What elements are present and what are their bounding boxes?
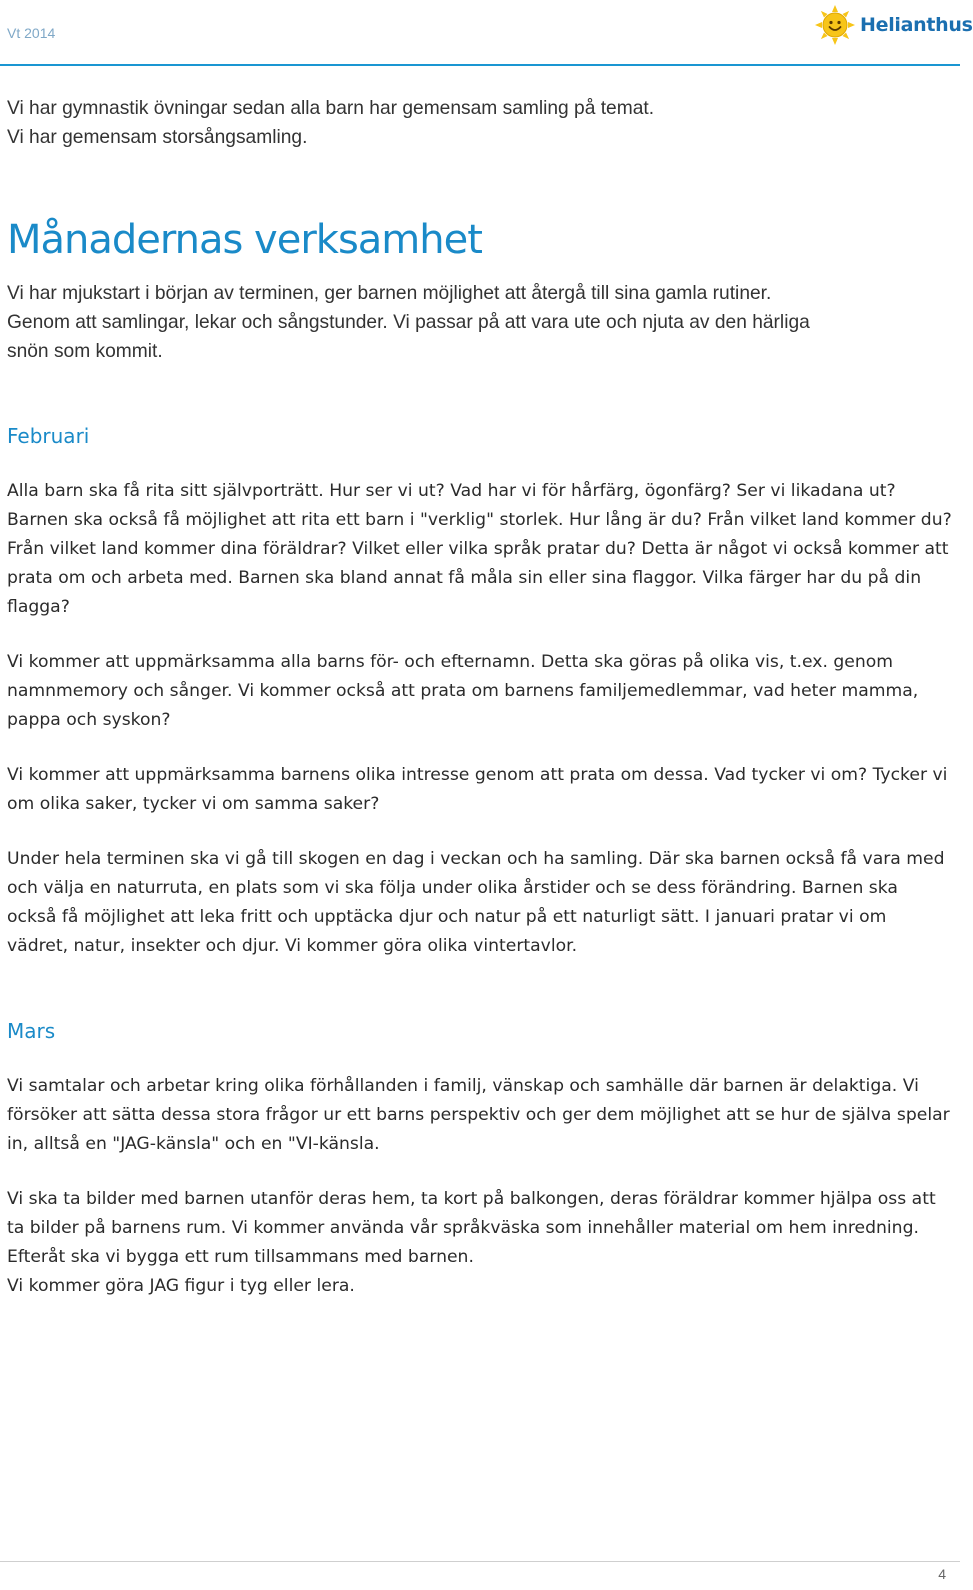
februari-paragraph-1: Alla barn ska få rita sitt självporträtt. Hur ser vi ut? Vad har vi för hårfärg, ögonfärg? Ser vi likadana ut? Barnen ska också få möjlighet att rita ett barn i "verklig" storlek. Hur lång är du? Från vilket land kommer du? Från vilket land kommer dina föräldrar? Vilket eller vilka språk pratar du? Detta är något vi också kommer att prata om och arbeta med. Barnen ska bland annat få måla sin eller sina flaggor. Vilka färger har du på din flagga?: [7, 481, 952, 617]
februari-paragraph-2: Vi kommer att uppmärksamma alla barns för- och efternamn. Detta ska göras på olika vis, t.ex. genom namnmemory och sånger. Vi kommer också att prata om barnens familjemedlemmar, vad heter mamma, pappa och syskon?: [7, 652, 919, 730]
februari-heading: Februari: [7, 424, 90, 448]
logo-text: Helianthus: [860, 14, 973, 36]
footer-divider: [0, 1561, 960, 1562]
document-body: [7, 94, 952, 1301]
section-intro-line-1: Vi har mjukstart i början av terminen, ger barnen möjlighet att återgå till sina gamla rutiner.: [7, 283, 772, 304]
intro-line-2: Vi har gemensam storsångsamling.: [7, 127, 308, 148]
page-number: 4: [938, 1566, 946, 1582]
section-title: Månadernas verksamhet: [7, 217, 482, 263]
februari-paragraph-4: Under hela terminen ska vi gå till skogen en dag i veckan och ha samling. Där ska barnen också få vara med och välja en naturruta, en plats som vi ska följa under olika årstider och se dess förändring. Barnen ska också få möjlighet att leka fritt och upptäcka djur och natur på ett naturligt sätt. I januari pratar vi om vädret, natur, insekter och djur. Vi kommer göra olika vintertavlor.: [7, 849, 945, 956]
mars-heading: Mars: [7, 1019, 56, 1043]
februari-paragraph-3: Vi kommer att uppmärksamma barnens olika intresse genom att prata om dessa. Vad tycker vi om? Tycker vi om olika saker, tycker vi om samma saker?: [7, 765, 948, 814]
header-divider: [0, 64, 960, 66]
mars-paragraph-1: Vi samtalar och arbetar kring olika förhållanden i familj, vänskap och samhälle där barnen är delaktiga. Vi försöker att sätta dessa stora frågor ur ett barns perspektiv och ger dem möjlighet att se hur de själva spelar in, alltså en "JAG-känsla" och en "VI-känsla.: [7, 1076, 950, 1154]
mars-paragraph-3: Vi kommer göra JAG figur i tyg eller lera.: [7, 1276, 355, 1296]
section-intro-line-3: snön som kommit.: [7, 341, 163, 362]
sun-icon: [814, 4, 856, 46]
intro-line-1: Vi har gymnastik övningar sedan alla barn har gemensam samling på temat.: [7, 98, 655, 119]
term-label: Vt 2014: [7, 25, 56, 41]
mars-paragraph-2: Vi ska ta bilder med barnen utanför deras hem, ta kort på balkongen, deras föräldrar kommer hjälpa oss att ta bilder på barnens rum. Vi kommer använda vår språkväska som innehåller material om hem inredning. Efteråt ska vi bygga ett rum tillsammans med barnen.: [7, 1189, 936, 1267]
section-intro-line-2: Genom att samlingar, lekar och sångstunder. Vi passar på att vara ute och njuta av den härliga: [7, 312, 810, 333]
helianthus-logo: [814, 4, 973, 46]
